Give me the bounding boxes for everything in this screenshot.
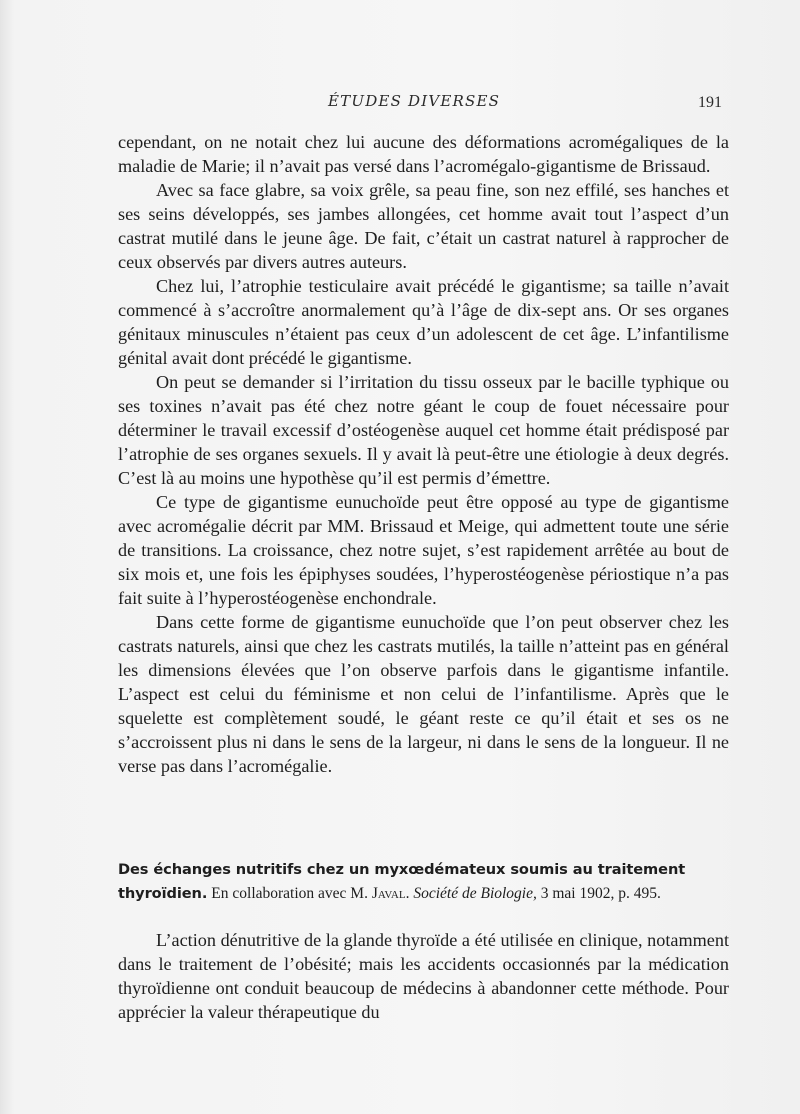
reference-author: Javal. <box>371 885 410 902</box>
paragraph: L’action dénutritive de la glande thyroïde a été utilisée en clinique, notamment dans le traitement de l’obésité; mais les accidents occasionnés par la médication thyroïdienne ont conduit beaucoup de médecins à abandonner cette méthode. Pour apprécier la valeur thérapeutique du <box>118 930 729 1022</box>
paragraph: Chez lui, l’atrophie testiculaire avait précédé le gigantisme; sa taille n’avait commencé à s’accroître anormalement qu’à l’âge de dix-sept ans. Or ses organes génitaux minuscules n’étaient pas ceux d’un adolescent de cet âge. L’infantilisme génital avait dont précédé le gigantisme. <box>118 276 729 368</box>
page-header <box>118 92 722 116</box>
paragraph: Dans cette forme de gigantisme eunuchoïde que l’on peut observer chez les castrats naturels, ainsi que chez les castrats mutilés, la taille n’atteint pas en général les dimensions élevées que l’on observe parfois dans le gigantisme infantile. L’aspect est celui du féminisme et non celui de l’infantilisme. Après que le squelette est complètement soudé, le géant reste ce qu’il était et ses os ne s’accroissent plus ni dans le sens de la largeur, ni dans le sens de la longueur. Il ne verse pas dans l’acromégalie. <box>118 612 729 776</box>
paragraph: cependant, on ne notait chez lui aucune des déformations acromégaliques de la maladie de Marie; il n’avait pas versé dans l’acromégalo-gigantisme de Brissaud. <box>118 132 729 176</box>
reference-prefix: En collaboration avec M. <box>211 885 368 902</box>
article-heading <box>118 858 729 906</box>
running-title: ÉTUDES DIVERSES <box>328 92 501 110</box>
reference-journal: Société de Biologie, <box>413 885 537 902</box>
page-number: 191 <box>698 94 722 111</box>
article-title: Des échanges nutritifs chez un myxœdémateux soumis au traitement thyroïdien. <box>118 861 686 902</box>
paragraph: On peut se demander si l’irritation du tissu osseux par le bacille typhique ou ses toxines n’avait pas été chez notre géant le coup de fouet nécessaire pour déterminer le travail excessif d’ostéogenèse auquel cet homme était prédisposé par l’atrophie de ses organes sexuels. Il y avait là peut-être une étiologie à deux degrés. C’est là au moins une hypothèse qu’il est permis d’émettre. <box>118 372 729 488</box>
reference-date: 3 mai 1902, p. 495. <box>540 885 661 902</box>
article-text <box>118 928 729 1024</box>
main-text <box>118 130 729 778</box>
article-reference <box>211 885 661 902</box>
paragraph: Avec sa face glabre, sa voix grêle, sa peau fine, son nez effilé, ses hanches et ses seins développés, ses jambes allongées, cet homme avait tout l’aspect d’un castrat mutilé dans le jeune âge. De fait, c’était un castrat naturel à rapprocher de ceux observés par divers autres auteurs. <box>118 180 729 272</box>
paragraph: Ce type de gigantisme eunuchoïde peut être opposé au type de gigantisme avec acromégalie décrit par MM. Brissaud et Meige, qui admettent toute une série de transitions. La croissance, chez notre sujet, s’est rapidement arrêtée au bout de six mois et, une fois les épiphyses soudées, l’hyperostéogenèse périostique n’a pas fait suite à l’hyperostéogenèse enchondrale. <box>118 492 729 608</box>
